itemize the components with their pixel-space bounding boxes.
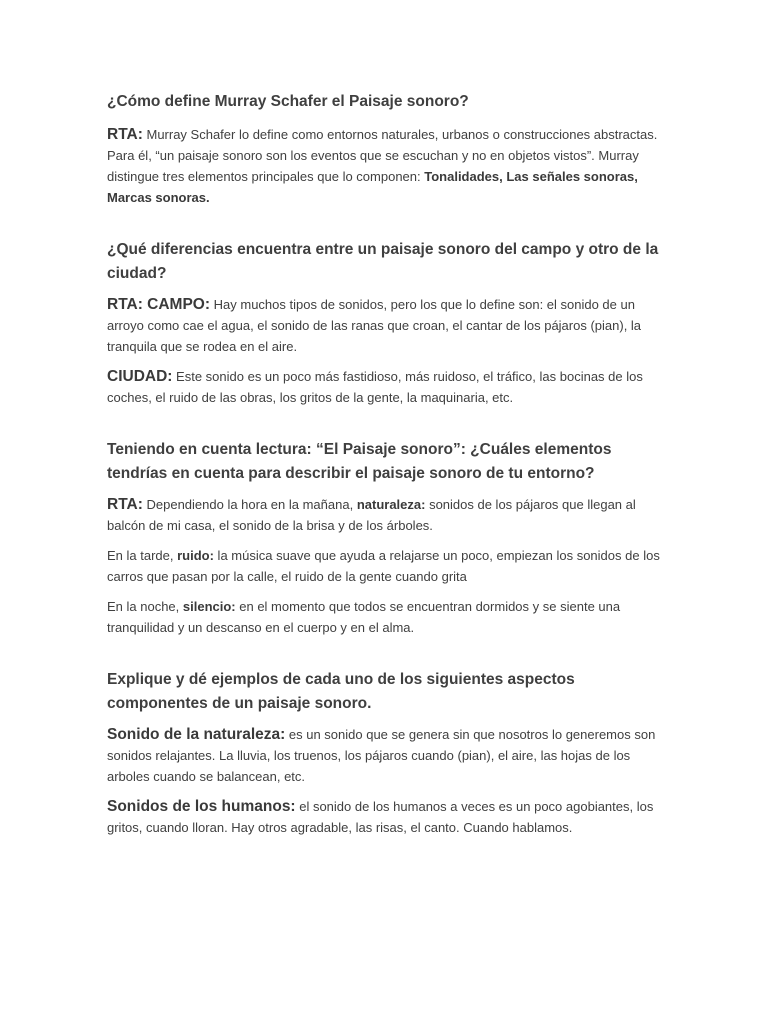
answer-3-manana-lead: RTA:	[107, 496, 143, 513]
answer-1-bold-tail: Tonalidades, Las señales sonoras, Marcas sonoras.	[107, 169, 638, 205]
answer-3-manana	[107, 494, 667, 536]
question-4: Explique y dé ejemplos de cada uno de los siguientes aspectos componentes de un paisaje sonoro.	[107, 671, 575, 712]
question-3: Teniendo en cuenta lectura: “El Paisaje sonoro”: ¿Cuáles elementos tendrías en cuenta para describir el paisaje sonoro de tu entorno?	[107, 441, 612, 482]
answer-2-campo-text: Hay muchos tipos de sonidos, pero los que lo define son: el sonido de un arroyo como cae el agua, el sonido de las ranas que croan, el cantar de los pájaros (pian), la tranquila que se rodea en el aire.	[107, 297, 642, 354]
answer-2-campo	[107, 294, 667, 357]
answer-3-manana-text-b: sonidos de los pájaros que llegan al balcón de mi casa, el sonido de la brisa y de los árboles.	[107, 497, 636, 533]
answer-4-naturaleza	[107, 724, 667, 787]
answer-3-tarde-text-a: En la tarde,	[107, 548, 178, 563]
answer-2-ciudad-lead: CIUDAD:	[107, 368, 173, 385]
answer-3-noche-text-b: en el momento que todos se encuentran dormidos y se siente una tranquilidad y un descanso en el cuerpo y en el alma.	[107, 599, 621, 635]
answer-4-humanos-lead: Sonidos de los humanos:	[107, 798, 296, 815]
answer-1-text: Murray Schafer lo define como entornos naturales, urbanos o construcciones abstractas. Para él, “un paisaje sonoro son los eventos que se escuchan y no en objetos vistos”. Murray distingue tres elementos principales que lo componen:	[107, 127, 658, 184]
answer-2-ciudad-text: Este sonido es un poco más fastidioso, más ruidoso, el tráfico, las bocinas de los coches, el ruido de las obras, los gritos de la gente, la maquinaria, etc.	[107, 369, 643, 405]
answer-4-naturaleza-text: es un sonido que se genera sin que nosotros lo generemos son sonidos relajantes. La lluvia, los truenos, los pájaros cuando (pian), el aire, las hojas de los arboles cuando se balancean, etc.	[107, 727, 656, 784]
question-2: ¿Qué diferencias encuentra entre un paisaje sonoro del campo y otro de la ciudad?	[107, 241, 659, 282]
question-1: ¿Cómo define Murray Schafer el Paisaje sonoro?	[107, 93, 469, 110]
answer-1	[107, 124, 667, 208]
answer-3-noche	[107, 596, 667, 638]
answer-1-lead: RTA:	[107, 126, 143, 143]
answer-3-tarde-text-b: la música suave que ayuda a relajarse un poco, empiezan los sonidos de los carros que pasan por la calle, el ruido de la gente cuando grita	[107, 548, 660, 584]
answer-3-tarde	[107, 545, 667, 587]
answer-3-manana-text-a: Dependiendo la hora en la mañana,	[142, 497, 357, 512]
answer-3-noche-bold: silencio:	[182, 599, 236, 614]
answer-4-humanos	[107, 796, 667, 838]
answer-4-naturaleza-lead: Sonido de la naturaleza:	[107, 726, 286, 743]
answer-3-manana-bold: naturaleza:	[356, 497, 426, 512]
answer-4-humanos-text: el sonido de los humanos a veces es un poco agobiantes, los gritos, cuando lloran. Hay otros agradable, las risas, el canto. Cuando hablamos.	[107, 799, 654, 835]
answer-2-ciudad	[107, 366, 667, 408]
document-page	[107, 90, 667, 838]
answer-3-noche-text-a: En la noche,	[107, 599, 183, 614]
answer-3-tarde-bold: ruido:	[177, 548, 214, 563]
answer-2-campo-lead: RTA: CAMPO:	[107, 296, 211, 313]
